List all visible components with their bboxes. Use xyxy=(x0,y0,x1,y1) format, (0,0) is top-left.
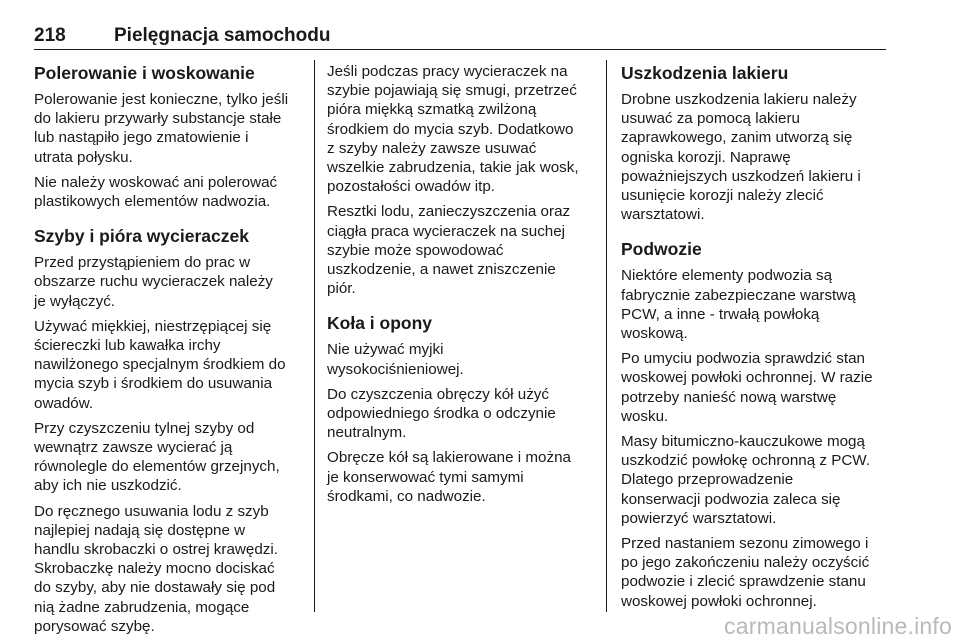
paragraph: Używać miękkiej, niestrzępiącej się ściereczki lub kawałka irchy nawilżonego specjalnym środkiem do mycia szyb i środkiem do usuwania owadów. xyxy=(34,317,286,412)
paragraph: Przy czyszczeniu tylnej szyby od wewnątrz zawsze wycierać ją równolegle do elementów grzejnych, aby ich nie uszkodzić. xyxy=(34,419,280,495)
paragraph: Do czyszczenia obręczy kół użyć odpowiedniego środka o odczynie neutralnym. xyxy=(327,385,556,442)
column-divider-1 xyxy=(314,60,315,612)
paragraph: Drobne uszkodzenia lakieru należy usuwać za pomocą lakieru zaprawkowego, zanim utworzą się ogniska korozji. Naprawę poważniejszych uszkodzeń lakieru i usunięcie korozji należy zlecić warsztatowi. xyxy=(621,91,861,224)
paragraph: Do ręcznego usuwania lodu z szyb najlepiej nadają się dostępne w handlu skrobaczki o ostrej krawędzi. Skrobaczkę należy mocno dociskać do szyby, aby nie dostawały się pod nią żadne zabrudzenia, mogące porysować szybę. xyxy=(34,502,278,635)
paragraph: Przed przystąpieniem do prac w obszarze ruchu wycieraczek należy je wyłączyć. xyxy=(34,254,273,310)
page-number: 218 xyxy=(34,25,66,46)
column-2 xyxy=(327,62,593,512)
section-heading-wheels-tyres: Koła i opony xyxy=(327,313,432,334)
paragraph: Masy bitumiczno-kauczukowe mogą uszkodzić powłokę ochronną z PCW. Dlatego przeprowadzenie konserwacji podwozia zaleca się powierzyć warsztatowi. xyxy=(621,433,871,527)
section-heading-underbody: Podwozie xyxy=(621,239,702,260)
section-heading-paint-damage: Uszkodzenia lakieru xyxy=(621,63,789,83)
paragraph: Polerowanie jest konieczne, tylko jeśli do lakieru przywarły substancje stałe lub nastąpiło jego zmatowienie i utrata połysku. xyxy=(34,91,289,166)
page-title: Pielęgnacja samochodu xyxy=(114,25,331,46)
section-heading-polishing: Polerowanie i woskowanie xyxy=(34,63,255,83)
paragraph: Przed nastaniem sezonu zimowego i po jego zakończeniu należy oczyścić podwozie i zlecić sprawdzenie stanu woskowej powłoki ochronnej. xyxy=(621,535,870,610)
column-divider-2 xyxy=(606,60,607,612)
paragraph: Jeśli podczas pracy wycieraczek na szybie pojawiają się smugi, przetrzeć pióra miękką szmatką zwilżoną środkiem do mycia szyb. Dodatkowo z szyby należy zawsze usuwać wszelkie zabrudzenia, takie jak wosk, pozostałości owadów itp. xyxy=(327,63,579,196)
column-1 xyxy=(34,62,302,642)
section-heading-windows-wipers: Szyby i pióra wycieraczek xyxy=(34,226,249,247)
paragraph: Nie używać myjki wysokociśnieniowej. xyxy=(327,341,464,378)
paragraph: Nie należy woskować ani polerować plastikowych elementów nadwozia. xyxy=(34,173,278,211)
paragraph: Niektóre elementy podwozia są fabrycznie zabezpieczane warstwą PCW, a inne - trwałą powłoką woskową. xyxy=(621,267,856,343)
paragraph: Obręcze kół są lakierowane i można je konserwować tymi samymi środkami, co nadwozie. xyxy=(327,449,571,505)
watermark: carmanualsonline.info xyxy=(724,613,952,639)
page-header xyxy=(34,22,886,50)
column-3 xyxy=(621,62,887,617)
paragraph: Po umyciu podwozia sprawdzić stan woskowej powłoki ochronnej. W razie potrzeby nanieść nową warstwę wosku. xyxy=(621,350,873,425)
paragraph: Resztki lodu, zanieczyszczenia oraz ciągła praca wycieraczek na suchej szybie może spowodować uszkodzenie, a nawet zniszczenie piór. xyxy=(327,203,571,298)
